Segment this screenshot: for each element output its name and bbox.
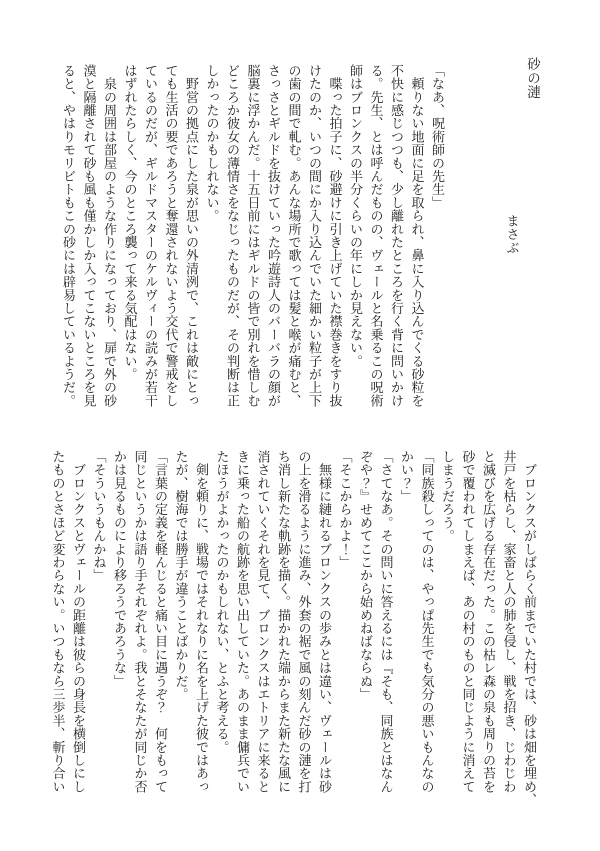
text-line: たものとさほど変わらない。いつもなら三歩半、斬り合い [50, 450, 66, 794]
text-line: 脳裏に浮かんだ。十五日前にはギルドの皆で別れを惜しむ [245, 64, 261, 408]
author-name: まさぶ [504, 214, 520, 255]
text-line: と滅びを広げる存在だった。この枯レ森の泉も周りの苔を [481, 450, 496, 794]
text-line: 「そこからかよ！」 [337, 450, 353, 569]
text-line: ち消し新たな軌跡を描く。描かれた端からまた新たな風に [276, 450, 291, 794]
text-line: はずれたらしく、今のところ襲って来る気配はない。 [122, 64, 138, 381]
text-line: ブロンクスとヴェールの距離は彼らの身長を横倒しにし [71, 450, 86, 794]
text-line: かい？」 [399, 450, 414, 503]
text-line: きに乗った船の航跡を思い出していた。あのまま傭兵でい [235, 450, 250, 794]
text-line: ると、やはりモリビトもこの砂には辟易しているようだ。 [61, 64, 76, 408]
text-line: の上を滑るように進み、外套の裾で風の刻んだ砂の漣を打 [296, 450, 312, 794]
text-line: の歯の間で軋む。あんな場所で歌っては髪と喉が痛むと、 [286, 64, 302, 408]
text-line: 「そういうもんかね」 [91, 450, 107, 582]
page-title: 砂の漣 [525, 57, 540, 99]
text-line: 剣を頼りに、戦場ではそれなりに名を上げた彼ではあっ [194, 450, 209, 794]
text-line: しまうだろう。 [440, 450, 455, 543]
text-line: ているのだが、ギルドマスターのケルヴィーの読みが若干 [143, 64, 158, 408]
text-line: 「同族殺しってのは、やっぱ先生でも気分の悪いもんなの [419, 450, 435, 794]
text-line: 泉の周囲は部屋のような作りになっており、扉で外の砂 [102, 64, 117, 408]
text-line: 井戸を枯らし、家畜と人の肺を侵し、戦を招き、じわじわ [501, 450, 517, 794]
text-line: たが、樹海では勝手が違うことばかりだ。 [173, 450, 189, 701]
text-line: 不快に感じつつも、少し離れたところを行く背に問いかけ [389, 64, 404, 408]
text-line: 喋った拍子に、砂避けに引き上げていた襟巻きをすり抜 [327, 64, 343, 408]
text-block-lower [47, 450, 539, 838]
text-line: 漠と隔離されて砂も風も僅かしか入ってこないところを見 [81, 64, 97, 408]
text-line: 師はブロンクスの半分くらいの年にしか見えない。 [348, 64, 363, 368]
text-line: 無様に縺れるブロンクスの歩みとは違い、ヴェールは砂 [317, 450, 332, 794]
text-line: 同じというかは語り手それぞれよ。我とそなたが同じか否 [132, 450, 148, 794]
text-line: 「なあ、呪術師の先生」 [430, 64, 445, 210]
text-line: 野営の拠点にした泉が思いの外清洌で、これは敵にとっ [184, 64, 199, 408]
text-line: 「言葉の定義を軽んじると痛い目に遇うぞ？ 何をもって [153, 450, 168, 794]
text-line: 砂で覆われてしまえば、あの村のものと同じように消えて [460, 450, 476, 794]
text-line: たほうがよかったのかもしれない、とふと考える。 [214, 450, 230, 754]
text-line: かは見るものにより移ろうであろうな」 [112, 450, 127, 688]
text-line: どころか彼女の薄情さをなじったものだが、その判断は正 [225, 64, 240, 408]
text-line: しかったのかもしれない。 [204, 64, 220, 223]
text-line: ても生活の要であろうと奪還されないよう交代で警戒をし [163, 64, 179, 408]
text-block-upper [58, 64, 448, 412]
text-line: 消されていくそれを見て、ブロンクスはエトリアに来ると [255, 450, 271, 794]
title-block [501, 57, 542, 417]
text-line: ブロンクスがしばらく前までいた村では、砂は畑を埋め、 [522, 450, 537, 807]
text-line: る。先生、とは呼んだものの、ヴェールと名乗るこの呪術 [368, 64, 384, 408]
text-line: 頼りない地面に足を取られ、鼻に入り込んでくる砂粒を [409, 64, 425, 408]
text-line: 「さてなあ。その問いに答えるには『そも、同族とはなん [378, 450, 394, 794]
text-line: けたのか、いつの間にか入り込んでいた細かい粒子が上下 [307, 64, 322, 408]
text-line: さっさとギルドを抜けていった吟遊詩人のバーバラの顔が [266, 64, 281, 408]
text-line: ぞや？』せめてここから始めねばならぬ」 [358, 450, 373, 701]
